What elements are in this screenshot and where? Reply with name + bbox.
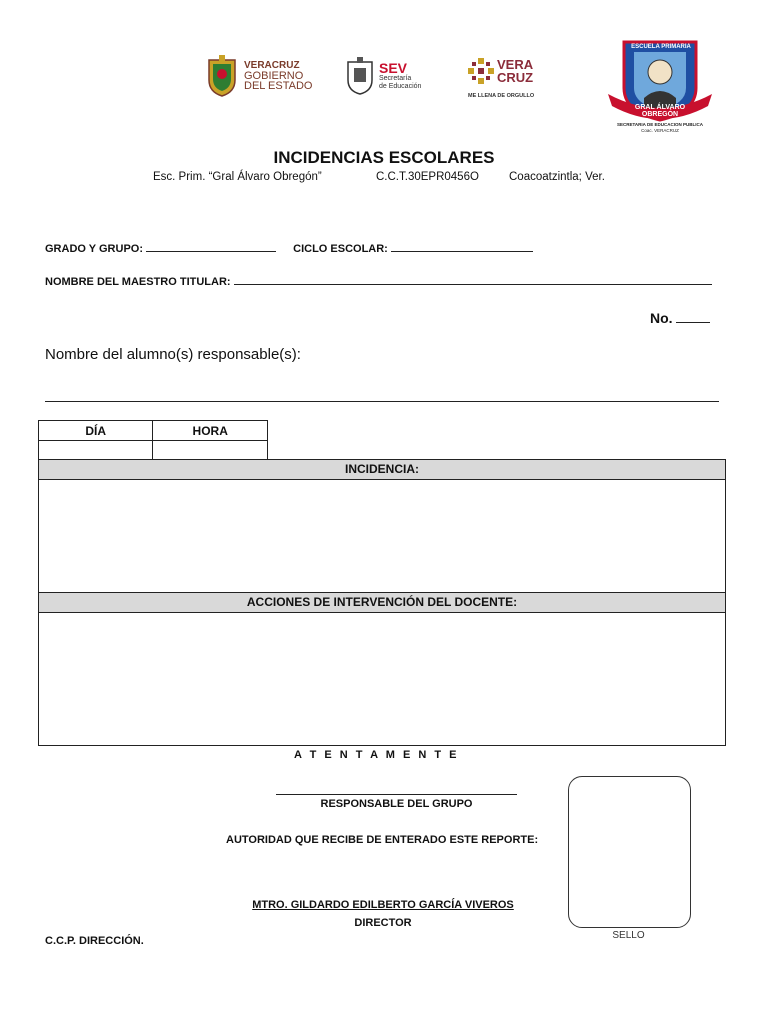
dia-hora-table bbox=[38, 420, 268, 460]
vera-line1: VERA bbox=[497, 57, 534, 72]
alumno-label: Nombre del alumno(s) responsable(s): bbox=[45, 346, 301, 363]
hora-cell[interactable] bbox=[153, 441, 268, 460]
autoridad-label: AUTORIDAD QUE RECIBE DE ENTERADO ESTE REPORTE: bbox=[226, 834, 539, 846]
maestro-row bbox=[45, 273, 712, 288]
grado-label: GRADO Y GRUPO: bbox=[45, 243, 143, 255]
location: Coacoatzintla; Ver. bbox=[509, 171, 605, 183]
sev-logo bbox=[345, 56, 421, 96]
page-title: INCIDENCIAS ESCOLARES bbox=[273, 148, 495, 167]
sev-sub1: Secretaría bbox=[379, 75, 412, 82]
school-name: Esc. Prim. “Gral Álvaro Obregón” bbox=[153, 171, 322, 183]
responsable-label: RESPONSABLE DEL GRUPO bbox=[320, 798, 473, 810]
hora-header: HORA bbox=[153, 421, 268, 441]
vera-line2: CRUZ bbox=[497, 70, 534, 85]
maestro-label: NOMBRE DEL MAESTRO TITULAR: bbox=[45, 276, 231, 288]
incidencia-box[interactable] bbox=[38, 480, 726, 593]
director-name: MTRO. GILDARDO EDILBERTO GARCÍA VIVEROS bbox=[252, 899, 514, 911]
vera-tagline: ME LLENA DE ORGULLO bbox=[468, 93, 535, 99]
logo-gov-line1: VERACRUZ bbox=[244, 60, 300, 71]
logo-gov-line3: DEL ESTADO bbox=[244, 80, 313, 92]
table-header-row bbox=[39, 421, 268, 441]
maestro-input[interactable] bbox=[234, 273, 712, 285]
no-label: No. bbox=[650, 310, 673, 326]
atentamente: A T E N T A M E N T E bbox=[294, 749, 458, 761]
seal-top-text: ESCUELA PRIMARIA bbox=[631, 44, 691, 50]
sev-sub2: de Educación bbox=[379, 83, 422, 90]
logo-gov-line2: GOBIERNO bbox=[244, 70, 304, 82]
ccp-label: C.C.P. DIRECCIÓN. bbox=[45, 935, 144, 947]
director-title: DIRECTOR bbox=[354, 917, 412, 929]
coat-of-arms-icon bbox=[205, 54, 239, 98]
incidencia-header: INCIDENCIA: bbox=[38, 459, 726, 480]
acciones-header: ACCIONES DE INTERVENCIÓN DEL DOCENTE: bbox=[38, 592, 726, 613]
sev-name: SEV bbox=[379, 60, 408, 76]
veracruz-gobierno-logo bbox=[205, 54, 312, 98]
sev-emblem-icon bbox=[345, 56, 375, 96]
ciclo-label: CICLO ESCOLAR: bbox=[293, 243, 388, 255]
sello-box[interactable] bbox=[568, 776, 691, 928]
vera-cruz-logo bbox=[468, 58, 533, 84]
sello-label: SELLO bbox=[612, 930, 645, 941]
no-input[interactable] bbox=[676, 309, 710, 323]
cct-code: C.C.T.30EPR0456O bbox=[376, 171, 479, 183]
seal-bottom-text2: Coac. VERACRUZ bbox=[641, 128, 679, 133]
grado-row bbox=[45, 240, 533, 255]
dia-header: DÍA bbox=[39, 421, 153, 441]
pattern-icon bbox=[468, 58, 494, 84]
school-seal bbox=[604, 36, 716, 136]
seal-ribbon-text: GRAL ÁLVARO OBREGÓN bbox=[634, 104, 686, 118]
dia-cell[interactable] bbox=[39, 441, 153, 460]
no-row bbox=[650, 309, 710, 326]
ciclo-input[interactable] bbox=[391, 240, 533, 252]
alumno-input[interactable] bbox=[45, 390, 719, 402]
signature-line[interactable] bbox=[276, 794, 517, 795]
seal-bottom-text1: SECRETARIA DE EDUCACION PUBLICA bbox=[616, 122, 703, 127]
table-row bbox=[39, 441, 268, 460]
grado-input[interactable] bbox=[146, 240, 276, 252]
acciones-box[interactable] bbox=[38, 613, 726, 746]
